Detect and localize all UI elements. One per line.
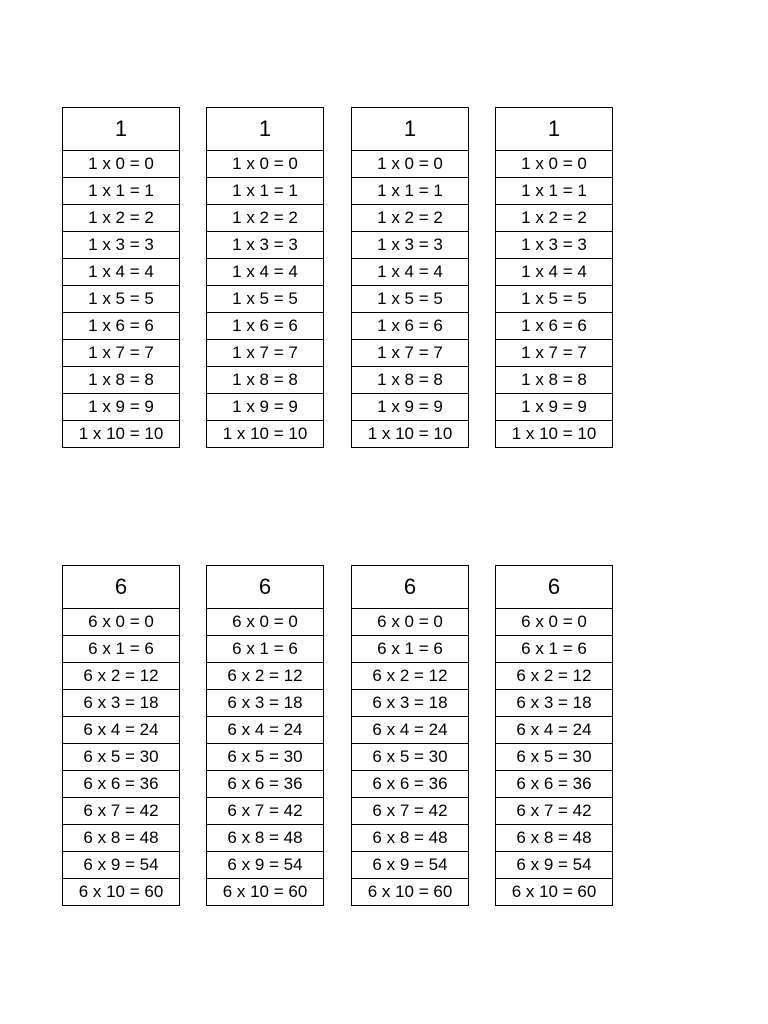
equation-cell: 6 x 9 = 54 <box>63 852 180 879</box>
equation-cell: 6 x 6 = 36 <box>352 771 469 798</box>
table-row <box>63 313 180 340</box>
equation-cell: 1 x 6 = 6 <box>207 313 324 340</box>
table-header-row <box>352 566 469 609</box>
equation-cell: 1 x 10 = 10 <box>496 421 613 448</box>
times-table <box>495 107 613 448</box>
equation-cell: 1 x 9 = 9 <box>63 394 180 421</box>
equation-cell: 1 x 5 = 5 <box>207 286 324 313</box>
equation-cell: 1 x 1 = 1 <box>207 178 324 205</box>
table-row <box>352 205 469 232</box>
equation-cell: 1 x 4 = 4 <box>352 259 469 286</box>
table-row <box>207 205 324 232</box>
table-header-row <box>352 108 469 151</box>
table-row <box>352 340 469 367</box>
equation-cell: 6 x 9 = 54 <box>352 852 469 879</box>
table-row <box>207 663 324 690</box>
table-row <box>496 421 613 448</box>
equation-cell: 6 x 2 = 12 <box>63 663 180 690</box>
equation-cell: 1 x 3 = 3 <box>496 232 613 259</box>
table-row <box>63 151 180 178</box>
equation-cell: 1 x 6 = 6 <box>352 313 469 340</box>
equation-cell: 1 x 9 = 9 <box>207 394 324 421</box>
table-row <box>63 798 180 825</box>
equation-cell: 1 x 5 = 5 <box>63 286 180 313</box>
table-row <box>352 609 469 636</box>
equation-cell: 6 x 1 = 6 <box>63 636 180 663</box>
table-row <box>63 636 180 663</box>
equation-cell: 1 x 8 = 8 <box>496 367 613 394</box>
table-row <box>496 394 613 421</box>
table-header-row <box>207 108 324 151</box>
table-row <box>207 852 324 879</box>
table-row <box>63 394 180 421</box>
table-row <box>352 286 469 313</box>
equation-cell: 1 x 1 = 1 <box>496 178 613 205</box>
table-row <box>496 340 613 367</box>
equation-cell: 1 x 4 = 4 <box>496 259 613 286</box>
table-row <box>207 690 324 717</box>
equation-cell: 1 x 3 = 3 <box>207 232 324 259</box>
table-title: 1 <box>63 108 180 151</box>
equation-cell: 6 x 2 = 12 <box>207 663 324 690</box>
equation-cell: 1 x 2 = 2 <box>352 205 469 232</box>
equation-cell: 1 x 7 = 7 <box>496 340 613 367</box>
table-row <box>207 340 324 367</box>
table-row <box>352 798 469 825</box>
equation-cell: 6 x 4 = 24 <box>207 717 324 744</box>
times-table <box>495 565 613 906</box>
equation-cell: 1 x 10 = 10 <box>352 421 469 448</box>
table-row <box>496 744 613 771</box>
equation-cell: 6 x 5 = 30 <box>352 744 469 771</box>
table-title: 6 <box>496 566 613 609</box>
times-table-group-1 <box>62 107 612 449</box>
equation-cell: 6 x 10 = 60 <box>352 879 469 906</box>
table-row <box>352 259 469 286</box>
table-row <box>63 340 180 367</box>
equation-cell: 1 x 10 = 10 <box>207 421 324 448</box>
equation-cell: 1 x 1 = 1 <box>352 178 469 205</box>
table-header-row <box>63 108 180 151</box>
table-title: 1 <box>496 108 613 151</box>
equation-cell: 1 x 5 = 5 <box>496 286 613 313</box>
table-row <box>207 151 324 178</box>
table-header-row <box>63 566 180 609</box>
equation-cell: 1 x 2 = 2 <box>207 205 324 232</box>
equation-cell: 1 x 7 = 7 <box>207 340 324 367</box>
equation-cell: 6 x 7 = 42 <box>63 798 180 825</box>
equation-cell: 6 x 6 = 36 <box>63 771 180 798</box>
table-row <box>352 178 469 205</box>
table-row <box>352 717 469 744</box>
equation-cell: 6 x 8 = 48 <box>496 825 613 852</box>
table-row <box>352 771 469 798</box>
table-row <box>352 690 469 717</box>
equation-cell: 1 x 0 = 0 <box>207 151 324 178</box>
equation-cell: 6 x 3 = 18 <box>352 690 469 717</box>
table-row <box>496 313 613 340</box>
equation-cell: 6 x 0 = 0 <box>207 609 324 636</box>
table-row <box>352 663 469 690</box>
table-row <box>496 717 613 744</box>
table-row <box>496 286 613 313</box>
table-row <box>352 367 469 394</box>
times-table <box>62 565 180 906</box>
equation-cell: 6 x 0 = 0 <box>63 609 180 636</box>
equation-cell: 6 x 2 = 12 <box>496 663 613 690</box>
table-row <box>63 421 180 448</box>
table-row <box>352 852 469 879</box>
equation-cell: 1 x 8 = 8 <box>207 367 324 394</box>
equation-cell: 1 x 8 = 8 <box>63 367 180 394</box>
equation-cell: 1 x 0 = 0 <box>63 151 180 178</box>
table-row <box>496 636 613 663</box>
equation-cell: 1 x 3 = 3 <box>63 232 180 259</box>
table-row <box>207 178 324 205</box>
table-row <box>207 717 324 744</box>
equation-cell: 6 x 9 = 54 <box>496 852 613 879</box>
table-header-row <box>496 108 613 151</box>
table-row <box>63 825 180 852</box>
table-row <box>207 636 324 663</box>
table-row <box>352 313 469 340</box>
table-title: 1 <box>352 108 469 151</box>
times-table <box>206 565 324 906</box>
table-row <box>63 286 180 313</box>
table-row <box>496 259 613 286</box>
equation-cell: 1 x 4 = 4 <box>63 259 180 286</box>
table-row <box>207 232 324 259</box>
table-row <box>207 367 324 394</box>
equation-cell: 6 x 3 = 18 <box>63 690 180 717</box>
table-row <box>496 151 613 178</box>
table-header-row <box>207 566 324 609</box>
equation-cell: 6 x 4 = 24 <box>352 717 469 744</box>
equation-cell: 1 x 2 = 2 <box>63 205 180 232</box>
equation-cell: 1 x 7 = 7 <box>352 340 469 367</box>
equation-cell: 6 x 7 = 42 <box>207 798 324 825</box>
equation-cell: 6 x 10 = 60 <box>63 879 180 906</box>
equation-cell: 6 x 1 = 6 <box>352 636 469 663</box>
equation-cell: 6 x 6 = 36 <box>207 771 324 798</box>
table-row <box>63 609 180 636</box>
table-row <box>63 852 180 879</box>
table-row <box>496 690 613 717</box>
times-table <box>351 107 469 448</box>
equation-cell: 6 x 10 = 60 <box>207 879 324 906</box>
equation-cell: 6 x 7 = 42 <box>352 798 469 825</box>
table-row <box>63 717 180 744</box>
table-row <box>352 421 469 448</box>
table-row <box>63 663 180 690</box>
equation-cell: 1 x 0 = 0 <box>496 151 613 178</box>
table-row <box>207 609 324 636</box>
equation-cell: 6 x 1 = 6 <box>207 636 324 663</box>
table-row <box>207 313 324 340</box>
equation-cell: 6 x 1 = 6 <box>496 636 613 663</box>
table-title: 6 <box>352 566 469 609</box>
equation-cell: 1 x 1 = 1 <box>63 178 180 205</box>
times-table <box>206 107 324 448</box>
equation-cell: 6 x 0 = 0 <box>496 609 613 636</box>
equation-cell: 6 x 3 = 18 <box>496 690 613 717</box>
table-row <box>496 798 613 825</box>
table-row <box>207 798 324 825</box>
equation-cell: 6 x 5 = 30 <box>496 744 613 771</box>
equation-cell: 6 x 7 = 42 <box>496 798 613 825</box>
equation-cell: 6 x 6 = 36 <box>496 771 613 798</box>
equation-cell: 1 x 8 = 8 <box>352 367 469 394</box>
table-header-row <box>496 566 613 609</box>
equation-cell: 6 x 10 = 60 <box>496 879 613 906</box>
equation-cell: 1 x 10 = 10 <box>63 421 180 448</box>
table-row <box>207 744 324 771</box>
equation-cell: 6 x 0 = 0 <box>352 609 469 636</box>
equation-cell: 6 x 8 = 48 <box>63 825 180 852</box>
table-row <box>496 771 613 798</box>
table-row <box>207 879 324 906</box>
table-row <box>63 744 180 771</box>
table-title: 6 <box>63 566 180 609</box>
equation-cell: 1 x 6 = 6 <box>496 313 613 340</box>
table-title: 6 <box>207 566 324 609</box>
table-row <box>63 690 180 717</box>
table-row <box>352 151 469 178</box>
equation-cell: 1 x 7 = 7 <box>63 340 180 367</box>
table-row <box>207 421 324 448</box>
equation-cell: 6 x 8 = 48 <box>352 825 469 852</box>
table-title: 1 <box>207 108 324 151</box>
table-row <box>207 825 324 852</box>
table-row <box>207 259 324 286</box>
table-row <box>496 178 613 205</box>
equation-cell: 6 x 5 = 30 <box>207 744 324 771</box>
equation-cell: 6 x 3 = 18 <box>207 690 324 717</box>
times-table <box>62 107 180 448</box>
table-row <box>63 205 180 232</box>
table-row <box>496 852 613 879</box>
table-row <box>63 879 180 906</box>
equation-cell: 1 x 2 = 2 <box>496 205 613 232</box>
table-row <box>207 771 324 798</box>
table-row <box>63 232 180 259</box>
table-row <box>352 879 469 906</box>
table-row <box>352 232 469 259</box>
equation-cell: 6 x 5 = 30 <box>63 744 180 771</box>
table-row <box>63 259 180 286</box>
table-row <box>496 879 613 906</box>
equation-cell: 1 x 9 = 9 <box>352 394 469 421</box>
equation-cell: 1 x 0 = 0 <box>352 151 469 178</box>
table-row <box>496 825 613 852</box>
table-row <box>63 367 180 394</box>
table-row <box>63 178 180 205</box>
table-row <box>63 771 180 798</box>
table-row <box>496 232 613 259</box>
equation-cell: 6 x 2 = 12 <box>352 663 469 690</box>
table-row <box>207 394 324 421</box>
equation-cell: 6 x 8 = 48 <box>207 825 324 852</box>
equation-cell: 1 x 5 = 5 <box>352 286 469 313</box>
equation-cell: 6 x 4 = 24 <box>496 717 613 744</box>
equation-cell: 1 x 9 = 9 <box>496 394 613 421</box>
table-row <box>207 286 324 313</box>
table-row <box>352 744 469 771</box>
equation-cell: 6 x 4 = 24 <box>63 717 180 744</box>
equation-cell: 1 x 3 = 3 <box>352 232 469 259</box>
table-row <box>496 609 613 636</box>
equation-cell: 1 x 4 = 4 <box>207 259 324 286</box>
table-row <box>496 205 613 232</box>
equation-cell: 6 x 9 = 54 <box>207 852 324 879</box>
times-table <box>351 565 469 906</box>
times-table-group-6 <box>62 565 612 907</box>
table-row <box>496 663 613 690</box>
table-row <box>352 394 469 421</box>
table-row <box>352 636 469 663</box>
equation-cell: 1 x 6 = 6 <box>63 313 180 340</box>
table-row <box>352 825 469 852</box>
table-row <box>496 367 613 394</box>
